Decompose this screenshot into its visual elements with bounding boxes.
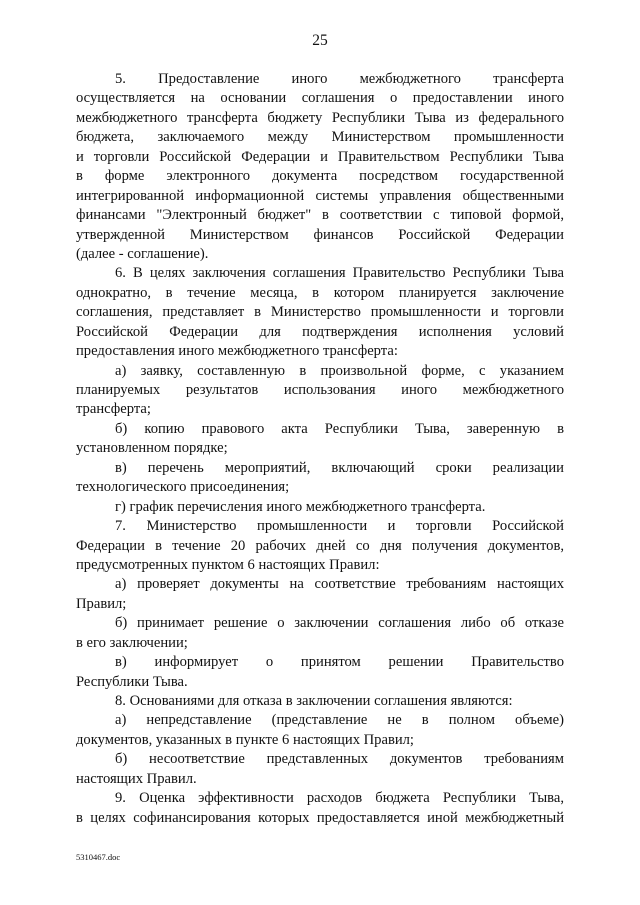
document-body	[76, 70, 564, 828]
file-reference: 5310467.doc	[76, 852, 121, 862]
text-line: в его заключении;	[76, 634, 188, 651]
text-line: Федерации в течение 20 рабочих дней со дня получения документов,	[76, 537, 564, 554]
text-line: межбюджетного трансферта бюджету Республики Тыва из федерального	[76, 109, 564, 126]
text-line: 5. Предоставление иного межбюджетного трансферта	[115, 71, 564, 87]
text-line: утвержденной Министерством финансов Российской Федерации	[76, 226, 564, 243]
text-line: б) принимает решение о заключении соглашения либо об отказе	[115, 615, 564, 632]
text-line: технологического присоединения;	[76, 479, 290, 496]
text-line: финансами "Электронный бюджет" в соответствии с типовой формой,	[76, 207, 564, 224]
text-line: Правил;	[76, 595, 127, 612]
text-line: предусмотренных пунктом 6 настоящих Правил:	[76, 556, 380, 573]
text-line: в форме электронного документа посредством государственной	[76, 168, 564, 185]
text-line: и торговли Российской Федерации и Правительством Республики Тыва	[76, 148, 564, 165]
text-line: настоящих Правил.	[76, 770, 197, 787]
text-line: 9. Оценка эффективности расходов бюджета Республики Тыва,	[115, 790, 564, 807]
text-line: Российской Федерации для подтверждения исполнения условий	[76, 323, 564, 340]
text-line: Республики Тыва.	[76, 673, 188, 690]
text-line: г) график перечисления иного межбюджетного трансферта.	[115, 498, 486, 515]
text-line: б) несоответствие представленных документов требованиям	[115, 751, 564, 768]
text-line: предоставления иного межбюджетного трансферта:	[76, 343, 398, 360]
text-line: соглашения, представляет в Министерство промышленности и торговли	[76, 304, 564, 321]
text-line: а) проверяет документы на соответствие требованиям настоящих	[115, 576, 564, 593]
text-line: однократно, в течение месяца, в котором планируется заключение	[76, 284, 564, 301]
text-line: а) непредставление (представление не в полном объеме)	[115, 712, 564, 729]
text-line: бюджета, заключаемого между Министерством промышленности	[76, 129, 564, 146]
page-number: 25	[312, 32, 328, 49]
text-line: 6. В целях заключения соглашения Правительство Республики Тыва	[115, 265, 564, 282]
text-line: а) заявку, составленную в произвольной форме, с указанием	[115, 362, 564, 379]
text-line: в) перечень мероприятий, включающий сроки реализации	[115, 459, 564, 476]
text-line: планируемых результатов использования иного межбюджетного	[76, 382, 564, 398]
text-line: осуществляется на основании соглашения о предоставлении иного	[76, 90, 564, 107]
text-line: в целях софинансирования которых предоставляется иной межбюджетный	[76, 809, 564, 826]
text-line: установленном порядке;	[76, 440, 228, 457]
text-line: интегрированной информационной системы управления общественными	[76, 187, 564, 204]
text-line: (далее - соглашение).	[76, 245, 209, 262]
text-line: 8. Основаниями для отказа в заключении соглашения являются:	[115, 693, 513, 709]
text-line: 7. Министерство промышленности и торговли Российской	[115, 518, 564, 535]
text-line: в) информирует о принятом решении Правительство	[115, 654, 564, 671]
text-line: документов, указанных в пункте 6 настоящих Правил;	[76, 731, 414, 748]
text-line: б) копию правового акта Республики Тыва, заверенную в	[115, 420, 564, 437]
text-line: трансферта;	[76, 401, 151, 418]
